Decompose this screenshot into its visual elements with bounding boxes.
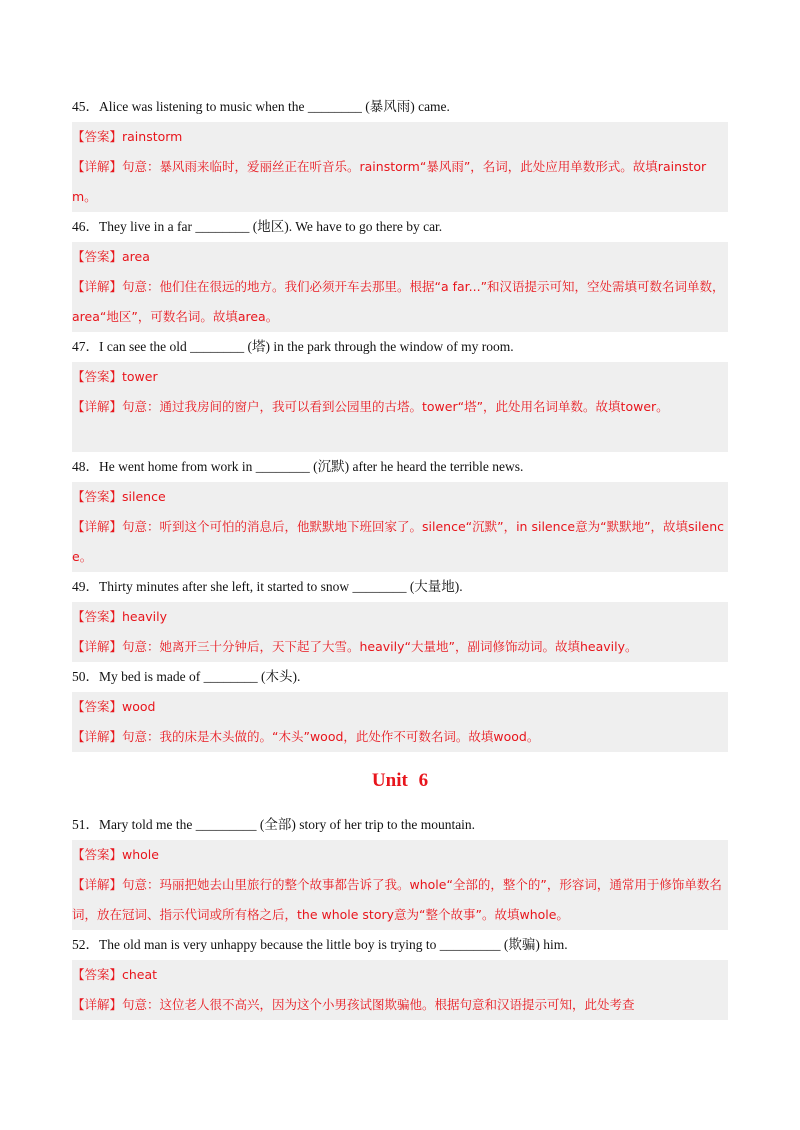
detail-text: 【详解】句意：通过我房间的窗户，我可以看到公园里的古塔。tower“塔”，此处用名词单数。故填tower。 <box>72 399 669 414</box>
question-item-48 <box>72 452 728 572</box>
answer-text: 【答案】cheat <box>72 967 158 982</box>
answer-text: 【答案】area <box>72 249 150 264</box>
question-text: 46．They live in a far ________ (地区). We have to go there by car. <box>72 219 443 234</box>
question-text: 52．The old man is very unhappy because the little boy is trying to _________ (欺骗) him. <box>72 937 568 952</box>
detail-text: 【详解】句意：玛丽把她去山里旅行的整个故事都告诉了我。whole“全部的，整个的”，形容词，通常用于修饰单数名词，放在冠词、指示代词或所有格之后，the whole story意为“整个故事”。故填whole。 <box>72 877 722 922</box>
question-text: 50．My bed is made of ________ (木头). <box>72 669 301 684</box>
question-item-51 <box>72 810 728 930</box>
answer-block <box>72 840 728 930</box>
unit-heading: Unit 6 <box>371 770 429 791</box>
answer-block <box>72 692 728 752</box>
answer-text: 【答案】silence <box>72 489 166 504</box>
answer-block <box>72 482 728 572</box>
detail-text: 【详解】句意：听到这个可怕的消息后，他默默地下班回家了。silence“沉默”，in silence意为“默默地”，故填silence。 <box>72 519 724 564</box>
question-text: 47．I can see the old ________ (塔) in the park through the window of my room. <box>72 339 514 354</box>
question-text: 49．Thirty minutes after she left, it started to snow ________ (大量地). <box>72 579 463 594</box>
answer-block <box>72 122 728 212</box>
answer-text: 【答案】heavily <box>72 609 168 624</box>
detail-text: 【详解】句意：她离开三十分钟后，天下起了大雪。heavily“大量地”，副词修饰动词。故填heavily。 <box>72 639 638 654</box>
detail-text: 【详解】句意：我的床是木头做的。“木头”wood，此处作不可数名词。故填wood。 <box>72 729 540 744</box>
question-item-46 <box>72 212 728 332</box>
question-item-45 <box>72 92 728 212</box>
answer-text: 【答案】rainstorm <box>72 129 183 144</box>
answer-block <box>72 242 728 332</box>
detail-text: 【详解】句意：他们住在很远的地方。我们必须开车去那里。根据“a far...”和汉语提示可知，空处需填可数名词单数，area“地区”，可数名词。故填area。 <box>72 279 725 324</box>
question-item-50 <box>72 662 728 752</box>
answer-text: 【答案】tower <box>72 369 158 384</box>
answer-block <box>72 602 728 662</box>
question-text: 51．Mary told me the _________ (全部) story of her trip to the mountain. <box>72 817 476 832</box>
answer-text: 【答案】whole <box>72 847 159 862</box>
question-text: 45．Alice was listening to music when the ________ (暴风雨) came. <box>72 99 450 114</box>
answer-block <box>72 362 728 452</box>
question-item-49 <box>72 572 728 662</box>
answer-text: 【答案】wood <box>72 699 156 714</box>
detail-text: 【详解】句意：这位老人很不高兴，因为这个小男孩试图欺骗他。根据句意和汉语提示可知，此处考查 <box>72 997 635 1012</box>
document-page <box>72 92 728 1020</box>
question-item-52 <box>72 930 728 1020</box>
detail-text: 【详解】句意：暴风雨来临时，爱丽丝正在听音乐。rainstorm“暴风雨”，名词，此处应用单数形式。故填rainstorm。 <box>72 159 707 204</box>
question-item-47 <box>72 332 728 452</box>
question-text: 48．He went home from work in ________ (沉默) after he heard the terrible news. <box>72 459 524 474</box>
answer-block <box>72 960 728 1020</box>
